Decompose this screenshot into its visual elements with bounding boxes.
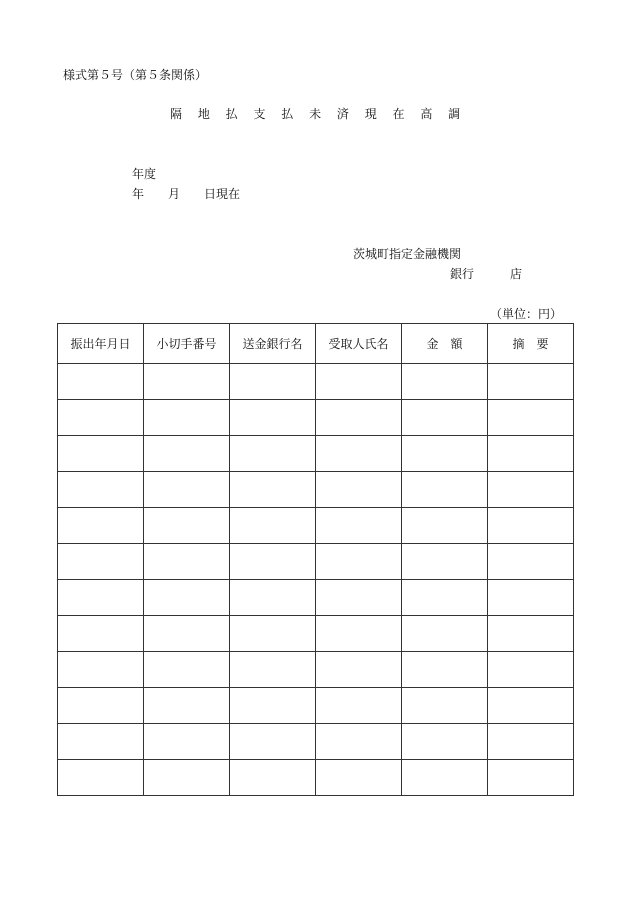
table-cell[interactable] [230, 508, 316, 544]
table-cell[interactable] [144, 580, 230, 616]
table-row [58, 724, 574, 760]
table-cell[interactable] [488, 724, 574, 760]
table-row [58, 652, 574, 688]
table-cell[interactable] [230, 652, 316, 688]
table-cell[interactable] [144, 760, 230, 796]
table-cell[interactable] [402, 472, 488, 508]
table-cell[interactable] [58, 544, 144, 580]
table-cell[interactable] [316, 688, 402, 724]
table-row [58, 436, 574, 472]
fiscal-year: 年度 [132, 167, 157, 181]
table-cell[interactable] [58, 688, 144, 724]
table-cell[interactable] [230, 436, 316, 472]
table-cell[interactable] [144, 400, 230, 436]
table-cell[interactable] [230, 616, 316, 652]
table-row [58, 580, 574, 616]
table-cell[interactable] [58, 580, 144, 616]
table-cell[interactable] [488, 616, 574, 652]
table-cell[interactable] [230, 364, 316, 400]
table-cell[interactable] [58, 400, 144, 436]
table-cell[interactable] [488, 580, 574, 616]
table-cell[interactable] [144, 724, 230, 760]
table-cell[interactable] [316, 472, 402, 508]
date-line: 年 月 日現在 [132, 187, 241, 201]
table-cell[interactable] [58, 436, 144, 472]
table-cell[interactable] [488, 544, 574, 580]
header-check-number: 小切手番号 [144, 324, 230, 364]
table-cell[interactable] [488, 472, 574, 508]
institution: 茨城町指定金融機関 [353, 247, 462, 261]
outstanding-payments-table [57, 323, 574, 796]
table-cell[interactable] [144, 364, 230, 400]
table-cell[interactable] [58, 472, 144, 508]
table-cell[interactable] [402, 400, 488, 436]
table-header-row [58, 324, 574, 364]
table-cell[interactable] [316, 364, 402, 400]
table-cell[interactable] [58, 616, 144, 652]
table-cell[interactable] [58, 652, 144, 688]
table-row [58, 616, 574, 652]
table-cell[interactable] [402, 652, 488, 688]
table-row [58, 364, 574, 400]
table-cell[interactable] [230, 724, 316, 760]
table-cell[interactable] [144, 544, 230, 580]
table-cell[interactable] [316, 760, 402, 796]
table-cell[interactable] [58, 364, 144, 400]
table-cell[interactable] [402, 436, 488, 472]
table-cell[interactable] [58, 760, 144, 796]
table-cell[interactable] [488, 364, 574, 400]
table-cell[interactable] [230, 544, 316, 580]
table-cell[interactable] [144, 472, 230, 508]
table-row [58, 472, 574, 508]
page-title: 隔 地 払 支 払 未 済 現 在 高 調 [170, 107, 467, 121]
table-cell[interactable] [230, 400, 316, 436]
table-row [58, 400, 574, 436]
table-cell[interactable] [402, 508, 488, 544]
table-cell[interactable] [488, 400, 574, 436]
table-row [58, 688, 574, 724]
header-amount: 金 額 [402, 324, 488, 364]
table-row [58, 760, 574, 796]
table-cell[interactable] [316, 436, 402, 472]
header-payee-name: 受取人氏名 [316, 324, 402, 364]
table-cell[interactable] [316, 400, 402, 436]
table-cell[interactable] [488, 760, 574, 796]
form-number: 様式第５号（第５条関係） [63, 68, 208, 82]
table-cell[interactable] [230, 760, 316, 796]
table-row [58, 544, 574, 580]
table-cell[interactable] [488, 508, 574, 544]
table-cell[interactable] [402, 616, 488, 652]
table-cell[interactable] [402, 364, 488, 400]
table-cell[interactable] [402, 688, 488, 724]
table-cell[interactable] [230, 472, 316, 508]
table-cell[interactable] [144, 688, 230, 724]
table-cell[interactable] [402, 760, 488, 796]
table-cell[interactable] [144, 616, 230, 652]
table-cell[interactable] [316, 544, 402, 580]
header-remarks: 摘 要 [488, 324, 574, 364]
table-cell[interactable] [402, 724, 488, 760]
table-cell[interactable] [316, 580, 402, 616]
table-cell[interactable] [316, 508, 402, 544]
table-cell[interactable] [488, 652, 574, 688]
table-cell[interactable] [144, 508, 230, 544]
table-cell[interactable] [144, 652, 230, 688]
table-cell[interactable] [402, 580, 488, 616]
table-cell[interactable] [316, 652, 402, 688]
table-cell[interactable] [316, 616, 402, 652]
table-cell[interactable] [144, 436, 230, 472]
table-row [58, 508, 574, 544]
bank-branch: 銀行 店 [450, 267, 523, 281]
table-cell[interactable] [58, 508, 144, 544]
table-cell[interactable] [488, 688, 574, 724]
table-cell[interactable] [402, 544, 488, 580]
header-issue-date: 振出年月日 [58, 324, 144, 364]
header-remitting-bank: 送金銀行名 [230, 324, 316, 364]
table-cell[interactable] [316, 724, 402, 760]
table-cell[interactable] [230, 580, 316, 616]
table-cell[interactable] [230, 688, 316, 724]
table-cell[interactable] [488, 436, 574, 472]
table-cell[interactable] [58, 724, 144, 760]
unit-label: （単位：円） [490, 307, 563, 321]
